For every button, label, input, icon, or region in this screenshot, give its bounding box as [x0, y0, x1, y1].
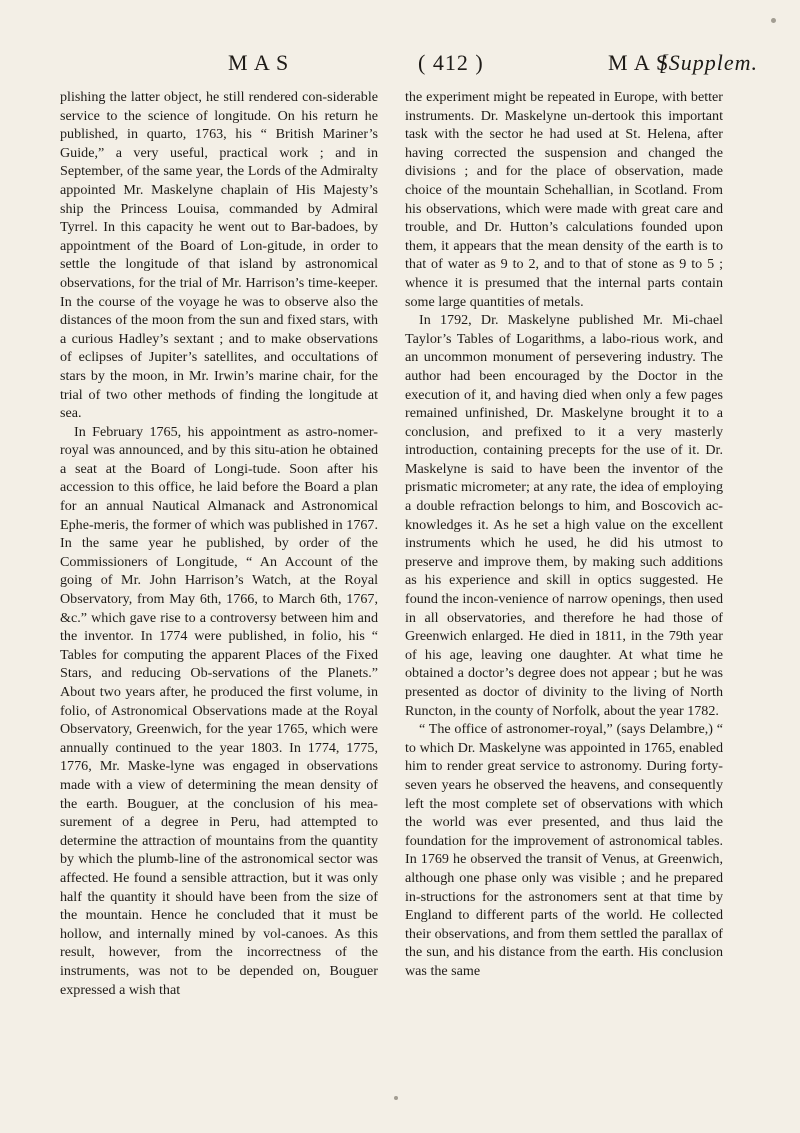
right-text-column	[405, 88, 723, 981]
page-number: ( 412 )	[418, 50, 484, 75]
left-paragraph-1: plishing the latter object, he still rendered con-siderable service to the science of longitude. On his return he published, in quarto, 1763, his “ British Mariner’s Guide,” a very useful, practical work ; and in September, of the same year, the Lords of the Admiralty appointed Mr. Maskelyne chaplain of His Majesty’s ship the Princess Louisa, commanded by Admiral Tyrrel. In this capacity he went out to Bar-badoes, by appointment of the Board of Lon-gitude, in order to settle the longitude of that island by astronomical observations, for the trial of Mr. Harrison’s time-keeper. In the course of the voyage he was to observe also the distances of the moon from the sun and fixed stars, with a curious Hadley’s sextant ; and to make observations of eclipses of Jupiter’s satellites, and occultations of stars by the moon, in Mr. Irwin’s marine chair, for the trial of two other methods of finding the longitude at sea.	[60, 89, 378, 422]
right-paragraph-1: the experiment might be repeated in Europe, with better instruments. Dr. Maskelyne un-dertook this important task with the sector he had used at St. Helena, after having corrected the suspension and changed the divisions ; and for the place of observation, made choice of the mountain Schehallian, in Scotland. From his observations, which were made with great care and trouble, and Dr. Hutton’s calculations founded upon them, it appears that the mean density of the earth is to that of water as 9 to 2, and to that of stone as 9 to 5 ; whence it is presumed that the internal parts contain some large quantities of metals.	[405, 89, 723, 310]
right-paragraph-2: In 1792, Dr. Maskelyne published Mr. Mi-chael Taylor’s Tables of Logarithms, a labo-rious work, and an uncommon monument of persevering industry. The author had been encouraged by the Doctor in the execution of it, and having died when only a few pages remained unfinished, Dr. Maskelyne brought it to a conclusion, and prefixed to it a very masterly introduction, containing precepts for the use of it. Dr. Maskelyne is said to have been the inventor of the prismatic micrometer; at any rate, the idea of employing a double refraction belongs to him, and Boscovich ac-knowledges it. As he set a high value on the excellent instruments which he used, he did his utmost to preserve and improve them, by making such additions as his experience and skill in optics suggested. He found the incon-venience of narrow openings, then used in all observatories, and therefore he had those of Greenwich enlarged. He died in 1811, in the 79th year of his age, leaving one daughter. At what time he obtained a doctor’s degree does not appear ; but he was presented as doctor of divinity to the living of North Runcton, in the county of Norfolk, about the year 1782.	[405, 312, 723, 719]
left-paragraph-2: In February 1765, his appointment as astro-nomer-royal was announced, and by this situ-ation he obtained a seat at the Board of Longi-tude. Soon after his accession to this office, he laid before the Board a plan for an annual Nautical Almanack and Astronomical Ephe-meris, the former of which was published in 1767. In the same year he published, by order of the Commissioners of Longitude, “ An Account of the going of Mr. John Harrison’s Watch, at the Royal Observatory, from May 6th, 1766, to March 6th, 1767, &c.” which gave rise to a controversy between him and the inventor. In 1774 were published, in folio, his “ Tables for computing the apparent Places of the Fixed Stars, and reducing Ob-servations of the Planets.” About two years after, he produced the first volume, in folio, of Astronomical Observations made at the Royal Observatory, Greenwich, for the year 1765, which were annually continued to the year 1803. In 1774, 1775, 1776, Mr. Maske-lyne was engaged in observations made with a view of determining the mean density of the earth. Bouguer, at the conclusion of his mea-surement of a degree in Peru, had attempted to determine the attraction of mountains from the quantity by which the plumb-line of the astronomical sector was affected. He found a sensible attraction, but it was only half the quantity it should have been from the size of the mountain. Hence he concluded that it must be hollow, and internally mined by vol-canoes. As this result, however, from the incorrectness of the instruments, was not to be depended on, Bouguer expressed a wish that	[60, 423, 378, 998]
right-paragraph-3: “ The office of astronomer-royal,” (says Delambre,) “ to which Dr. Maskelyne was appointed in 1765, enabled him to render great service to astronomy. During forty-seven years he observed the heavens, and consequently left the most complete set of observations with which the world was ever presented, and thus laid the foundation for the improvement of astronomical tables. In 1769 he observed the transit of Venus, at Greenwich, although one phase only was visible ; and he prepared in-structions for the astronomers sent at that time by England to different parts of the world. He collected their observations, and from them settled the parallax of the sun, and his distance from the earth. His conclusion was the same	[405, 721, 723, 979]
paper-speck-bottom	[394, 1096, 398, 1100]
left-text-column	[60, 88, 378, 999]
header-supplement-label: [Supplem.	[659, 50, 758, 75]
header-left-title: M A S	[228, 50, 290, 75]
running-header	[58, 50, 760, 90]
header-right-title: M A S	[608, 50, 670, 75]
paper-speck-top	[771, 18, 776, 23]
